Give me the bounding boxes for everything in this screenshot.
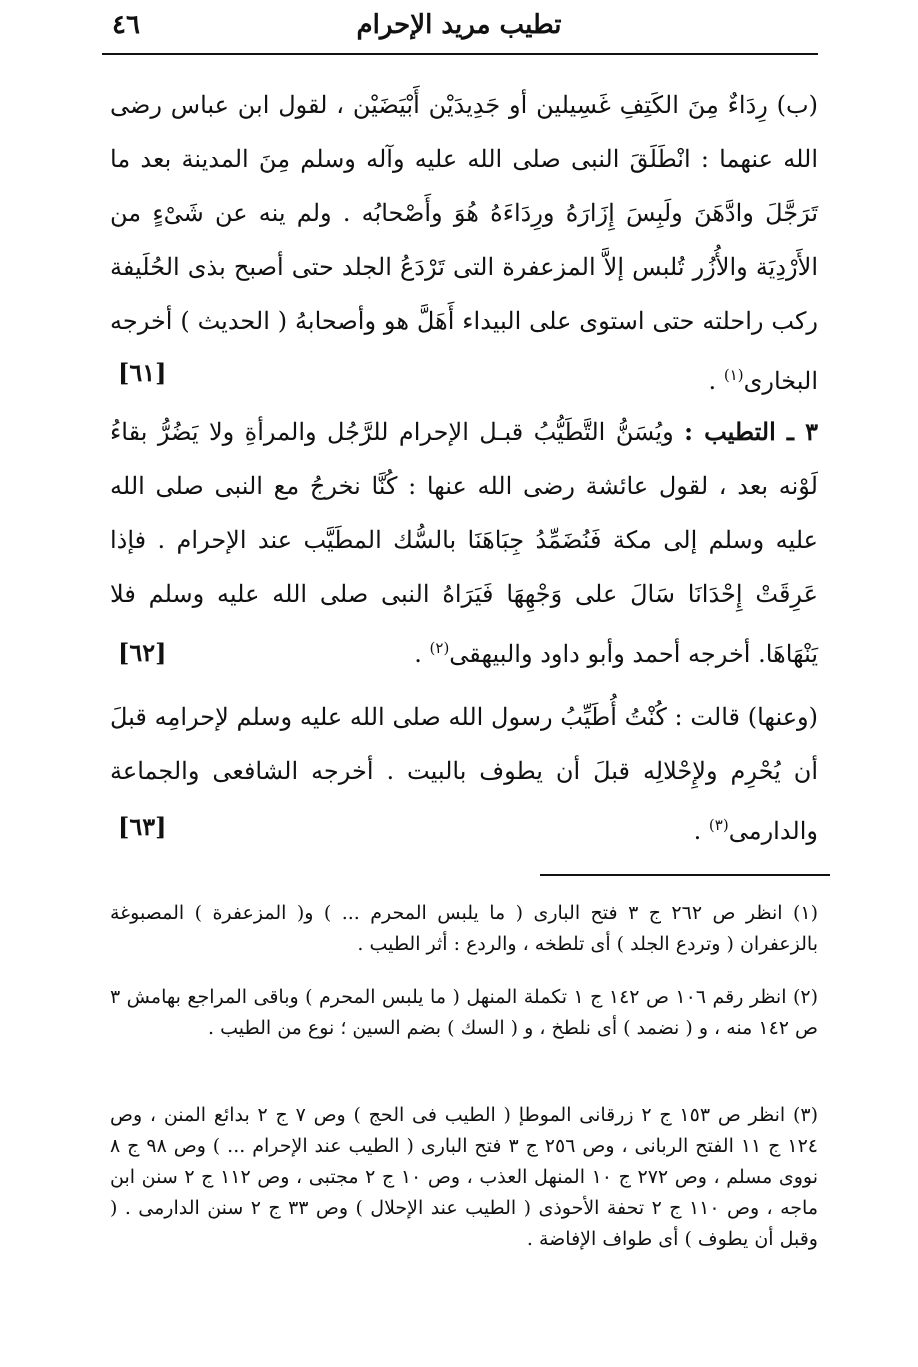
- paragraph-b-end: .: [708, 367, 724, 395]
- paragraph-b-text: (ب) رِدَاءٌ مِنَ الكَتِفِ غَسِيلين أو جَدِيدَيْن أَبْيَضَيْن ، لقول ابن عباس رضى الله عنهما : انْطَلَقَ النبى صلى الله عليه وآله وسلم مِنَ المدينة بعد ما تَرَجَّلَ وادَّهَنَ ولَبِسَ إِزَارَهُ ورِدَاءَهُ هُوَ وأَصْحابُه . ولم ينه عن شَىْءٍ من الأَرْدِيَة والأُزُر تُلبس إلاَّ المزعفرة التى تَرْدَعُ الجلد حتى أصبح بذى الحُلَيفة ركب راحلته حتى استوى على البيداء أَهَلَّ هو وأصحابهُ ( الحديث ) أخرجه البخارى: [110, 91, 818, 395]
- footnote-separator: [540, 874, 830, 876]
- footnote-1: (١) انظر ص ٢٦٢ ج ٣ فتح البارى ( ما يلبس المحرم ... ) و( المزعفرة ) المصبوغة بالزعفران ( وتردع الجلد ) أى تلطخه ، والردع : أثر الطيب .: [110, 902, 819, 955]
- paragraph-anha-end: .: [693, 817, 709, 845]
- section-heading: ٣ ـ التطيب :: [684, 417, 818, 446]
- hadith-number-62: [٦٢]: [118, 638, 167, 667]
- paragraph-anha: [110, 690, 818, 858]
- header-rule: [102, 53, 818, 55]
- footnote-marker-3: (٣): [708, 816, 729, 834]
- footnote-marker-2: (٢): [429, 639, 450, 657]
- footnote-marker-1: (١): [723, 366, 744, 384]
- paragraph-perfume-text: ويُسَنُّ التَّطَيُّبُ قبـل الإحرام للرَّجُل والمرأةِ ولا يَضُرُّ بقاءُ لَوْنه بعد ، لقول عائشة رضى الله عنها : كُنَّا نخرجُ مع النبى صلى الله عليه وسلم إلى مكة فَنُضَمِّدُ جِبَاهَنَا بالسُّك المطَيَّب عند الإحرام . فإذا عَرِقَتْ إِحْدَانَا سَالَ على وَجْهِهَا فَيَرَاهُ النبى صلى الله عليه وسلم فلا يَنْهَاهَا. أخرجه أحمد وأبو داود والبيهقى: [110, 418, 819, 668]
- hadith-number-61: [٦١]: [118, 358, 167, 387]
- paragraph-b: [110, 78, 818, 408]
- running-title: تطيب مريد الإحرام: [356, 10, 562, 40]
- paragraph-perfume-end: .: [414, 640, 430, 668]
- page-number: ٤٦: [112, 10, 140, 40]
- footnote-3: (٣) انظر ص ١٥٣ ج ٢ زرقانى الموطإ ( الطيب فى الحج ) وص ٧ ج ٢ بدائع المنن ، وص ١٢٤ ج ١١ الفتح الربانى ، وص ٢٥٦ ج ٣ فتح البارى ( الطيب عند الإحرام ... ) وص ٩٨ ج ٨ نووى مسلم ، وص ٢٧٢ ج ١٠ المنهل العذب ، وص ١٠ ج ٢ مجتبى ، وص ١١٢ ج ٢ سنن ابن ماجه ، وص ١١٠ ج ٢ تحفة الأحوذى ( الطيب عند الإحلال ) وص ٣٣ ج ٢ سنن الدارمى . ( وقبل أن يطوف ) أى طواف الإفاضة .: [110, 1104, 819, 1250]
- paragraph-anha-text: (وعنها) قالت : كُنْتُ أُطَيِّبُ رسول الله صلى الله عليه وسلم لإحرامِه قبلَ أن يُحْرِم ولإِحْلالِه قبلَ أن يطوف بالبيت . أخرجه الشافعى والجماعة والدارمى: [110, 703, 818, 845]
- hadith-number-63: [٦٣]: [118, 812, 167, 841]
- paragraph-perfume: [110, 405, 818, 681]
- footnote-2: (٢) انظر رقم ١٠٦ ص ١٤٢ ج ١ تكملة المنهل ( ما يلبس المحرم ) وباقى المراجع بهامش ٣ ص ١٤٢ منه ، و ( نضمد ) أى نلطخ ، و ( السك ) بضم السين ؛ نوع من الطيب .: [110, 986, 819, 1039]
